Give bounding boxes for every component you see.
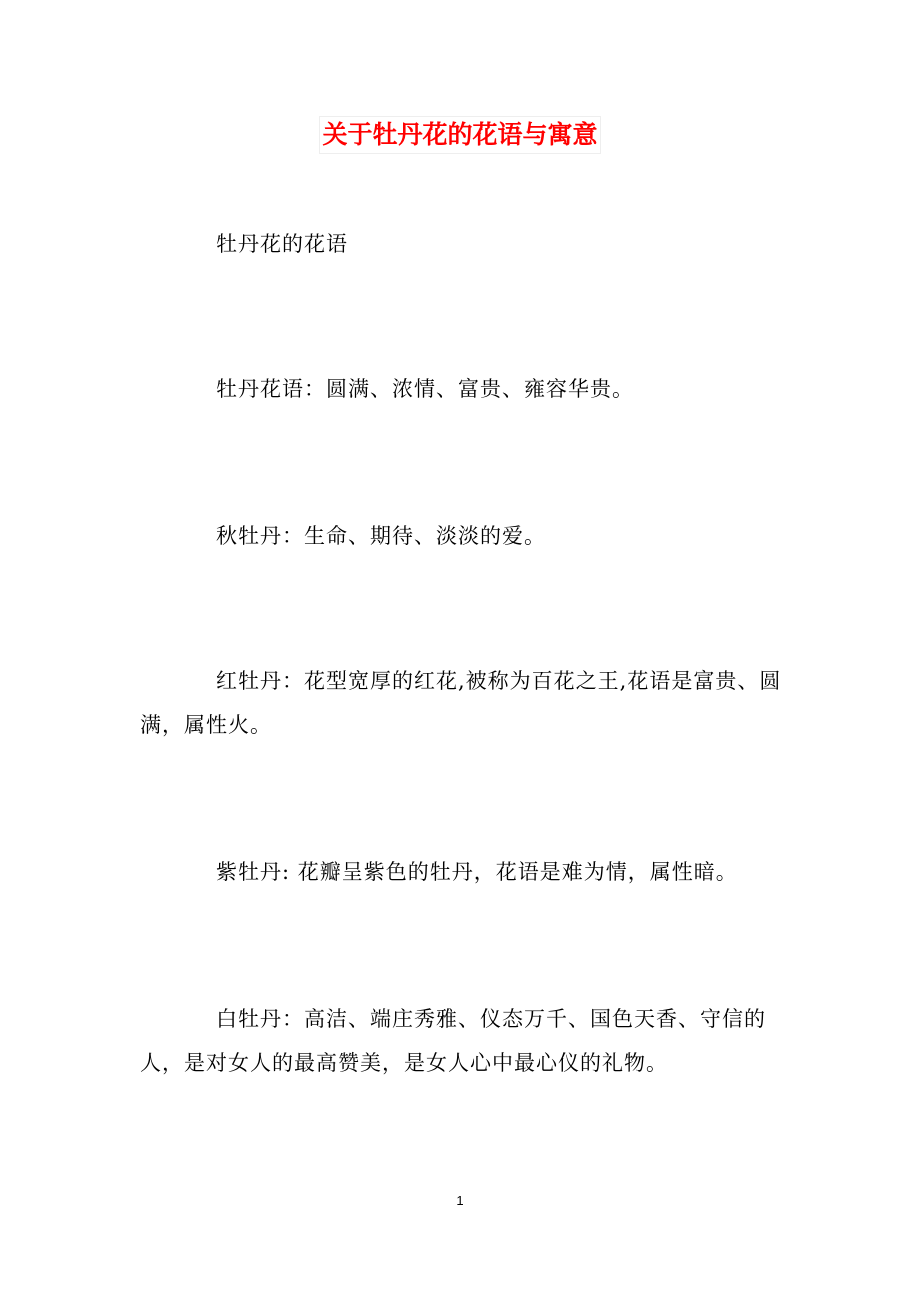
- title-container: [0, 117, 920, 153]
- paragraph-autumn-peony: 秋牡丹：生命、期待、淡淡的爱。: [216, 524, 546, 548]
- paragraph-purple-peony: 紫牡丹: 花瓣呈紫色的牡丹，花语是难为情，属性暗。: [216, 860, 738, 884]
- paragraph-white-peony: 白牡丹：高洁、端庄秀雅、仪态万千、国色天香、守信的人，是对女人的最高赞美，是女人心中最心仪的礼物。: [140, 1007, 766, 1075]
- document-title: 关于牡丹花的花语与寓意: [320, 117, 599, 153]
- paragraph-peony-meaning: 牡丹花语：圆满、浓情、富贵、雍容华贵。: [216, 377, 634, 401]
- page-number: 1: [456, 1193, 464, 1208]
- paragraph-heading: 牡丹花的花语: [216, 232, 348, 256]
- paragraph-red-peony: 红牡丹：花型宽厚的红花,被称为百花之王,花语是富贵、圆满，属性火。: [140, 669, 782, 737]
